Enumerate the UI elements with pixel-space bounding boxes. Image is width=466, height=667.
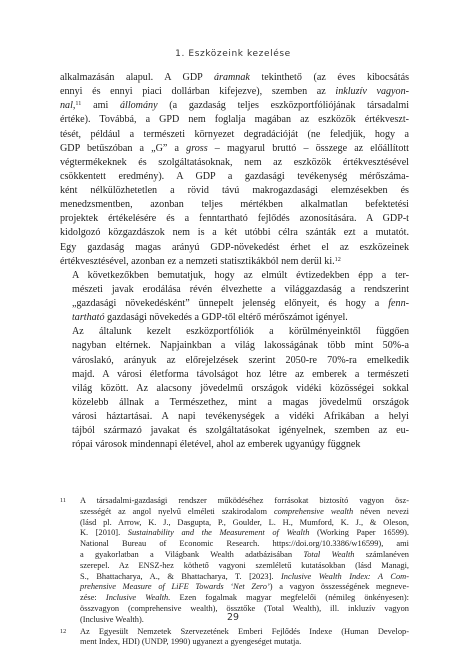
text-line: a gyakorlatban a Világbank Wealth adatbázisában Total Wealth számlanéven (80, 549, 409, 559)
text-line: kidolgozó közgazdászok nem is a két utóbbi célra szánták ezt a mutatót. (60, 227, 409, 239)
text-line: GDP betűszóban a „G” a gross – magyarul bruttó – összege az előállított (60, 142, 409, 154)
text-line: zése: Inclusive Wealth. Ezen fogalmak magyar megfelelői (némileg önkényesen): (80, 593, 409, 603)
text-line: rópai városok mindennapi életével, ahol az emberek ugyanúgy függnek (72, 439, 361, 451)
text-line: városi háztartásai. A napi tevékenységek a vidéki Afrikában a helyi (72, 411, 409, 422)
italic-run: áramnak (214, 72, 250, 83)
text-line: ment Index, HDI) (UNDP, 1990) ugyanezt a gyengeséget mutatja. (80, 637, 302, 647)
footnote-11 (60, 496, 409, 626)
footnote-12 (60, 627, 409, 649)
text-line: tését, például a természeti környezet degradációját (ne feledjük, hogy a (60, 128, 409, 140)
italic-run: nal, (60, 100, 76, 112)
text-line: (lásd pl. Arrow, K. J., Dasgupta, P., Goulder, L. H., Mumford, K. J., & Oleson, (80, 517, 409, 527)
text-line: összvagyon (comprehensive wealth), össztőke (Total Wealth), ill. inkluzív vagyon (80, 603, 409, 613)
italic-run: inkluzív vagyon- (335, 86, 409, 98)
footnote-reference: 11 (75, 100, 82, 108)
text-line: városlakó, arányuk az előrejelzések szerint 2050-re 70%-ra emelkedik (72, 354, 409, 366)
italic-run: Total Wealth (303, 549, 355, 559)
italic-run: Inclusive Wealth. (105, 593, 171, 603)
italic-run: állomány (119, 100, 158, 112)
text-line: tartható gazdasági növekedés a GDP-től eltérő mérőszámot igényel. (72, 312, 348, 324)
text-line: Az általunk kezelt eszközportfóliók a körülményeinktől függően (72, 326, 409, 338)
italic-run: Inclusive Wealth Index: A Com- (281, 571, 409, 581)
text-line: alkalmazásán alapul. A GDP áramnak tekinthető (az éves kibocsátás (60, 72, 410, 83)
italic-run: gross (186, 142, 208, 154)
paragraph-1 (60, 71, 409, 269)
text-line: világ között. Az alacsony jövedelmű országok vidéki közösségei sokkal (72, 382, 409, 394)
italic-run: Sustainability and the Measurement of Wealth (127, 528, 310, 538)
italic-run: fenn- (388, 298, 409, 309)
text-line: A következőkben bemutatjuk, hogy az elmúlt évtizedekben épp a ter- (72, 269, 409, 281)
text-line: nagyban eltérnek. Napjainkban a világ lakosságának több mint 50%-a (72, 340, 409, 352)
text-line: K. [2010]. Sustainability and the Measurement of Wealth (Working Paper 16599). (80, 528, 409, 538)
text-line: ként nélkülözhetetlen a rövid távú makrogazdasági elemzésekben és (60, 185, 409, 196)
text-line: Egy gazdaság magas arányú GDP-növekedést érhet el az eszközeinek (60, 241, 409, 253)
text-line: prehensive Measure of LiFE Towards ‘Net Zero’) a vagyon összességének megneve- (80, 582, 409, 592)
text-line: Az Egyesült Nemzetek Szervezetének Emberi Fejlődés Indexe (Human Develop- (80, 626, 409, 636)
footnote-number: 12 (60, 627, 67, 635)
text-line: ennyi és ennyi piaci dollárban kifejezve), szemben az inkluzív vagyon- (60, 86, 409, 98)
text-line: mészeti javak erodálása révén élvezhette a világgazdaság a rendszerint (72, 283, 409, 295)
text-line: A társadalmi-gazdasági rendszer működéséhez forrásokat biztosító vagyon ösz- (80, 496, 409, 505)
text-line: végtermékeknek és szolgáltatásoknak, nem az eszközök értékvesztésével (60, 156, 409, 168)
running-head: 1. Eszközeink kezelése (175, 49, 291, 59)
text-line: menedzsmentben, azonban teljes mértékben alkalmatlan befektetési (60, 199, 409, 211)
text-line: S., Bhattacharya, A., & Bhattacharya, T. [2023]. Inclusive Wealth Index: A Com- (80, 571, 409, 581)
text-line: majd. A városi életforma távolságot hoz létre az emberek a természeti (72, 368, 409, 380)
paragraph-3 (60, 325, 409, 452)
italic-run: tartható (72, 312, 105, 324)
page-number: 29 (227, 612, 239, 623)
italic-run: prehensive Measure of LiFE Towards ‘Net Zero’ (80, 582, 270, 592)
text-line: National Bureau of Economic Research. https://doi.org/10.3386/w16599), ami (80, 539, 409, 549)
text-line: szességét az angol nyelvű elméleti szakirodalom comprehensive wealth néven nevezi (80, 506, 409, 516)
text-line: értékvesztésével, azonban ez a nemzeti statisztikákból nem derül ki.$^{12}$ (60, 255, 341, 267)
text-line: értéke). Továbbá, a GPD nem foglalja magában az eszközök értékveszt- (60, 114, 409, 126)
footnote-text (80, 627, 409, 649)
italic-run: comprehensive wealth (273, 506, 354, 516)
text-line: szerepel. Az ENSZ-hez köthető vagyoni szemléletű kutatásokban (lásd Managi, (80, 560, 409, 570)
text-line: „gazdasági növekedésként” ünnepelt jelenség előnyeit, és hogy a fenn- (72, 298, 409, 309)
text-line: tájból származó javakat és szolgáltatásokat igényelnek, szemben az eu- (72, 425, 409, 437)
text-line: nal,$^{11}$ ami állomány (a gazdaság teljes eszközportfóliójának társadalmi (60, 100, 410, 112)
paragraph-2 (60, 269, 409, 326)
footnote-number: 11 (60, 497, 66, 504)
text-line: (Inclusive Wealth). (80, 614, 144, 624)
text-line: projektek értékelésére és a fenntartható fejlődés azonosítására. A GDP-t (60, 213, 409, 225)
footnote-reference: 12 (334, 255, 341, 263)
footnote-text (80, 496, 409, 626)
text-line: közelebb állnak a Természethez, mint a magas jövedelmű országok (72, 396, 409, 408)
footnotes (60, 496, 409, 649)
main-text (60, 71, 409, 452)
text-line: csökkentett eredmény). A GDP a gazdasági tevékenység mérőszáma- (60, 170, 409, 182)
